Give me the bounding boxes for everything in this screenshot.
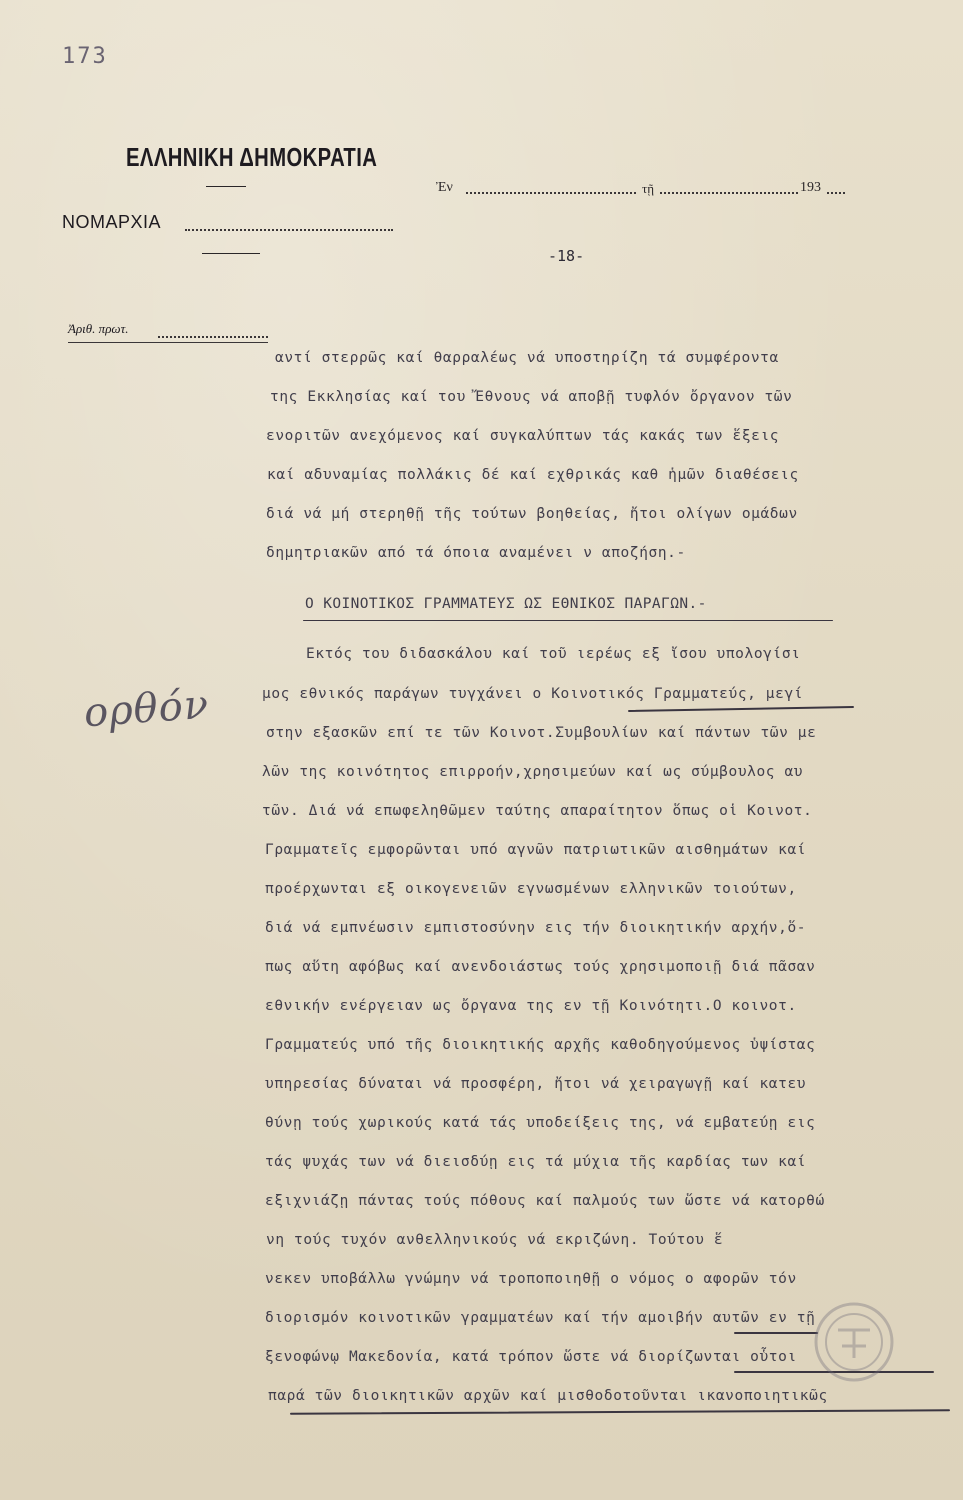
text-line: δημητριακῶν από τά όποια αναμένει ν αποζήση.- <box>266 545 686 561</box>
prefecture-label: ΝΟΜΑΡΧΙΑ <box>62 212 162 232</box>
text-line: πως αὕτη αφόβως καί ανενδοιάστως τούς χρησιμοποιῇ διά πᾶσαν <box>265 959 816 975</box>
prefecture-dotted-line <box>185 229 393 231</box>
text-line: Γραμματεῖς εμφορῶνται υπό αγνῶν πατριωτικῶν αισθημάτων καί <box>265 842 807 858</box>
year-dotted-line <box>827 192 845 194</box>
text-line: μος εθνικός παράγων τυγχάνει ο Κοινοτικός Γραμματεύς, μεγί <box>262 686 804 702</box>
text-line: παρά τῶν διοικητικῶν αρχῶν καί μισθοδοτοῦνται ικανοποιητικῶς <box>268 1388 828 1404</box>
protocol-dotted-line <box>158 336 268 338</box>
day-label: τῇ <box>642 181 655 196</box>
text-line: στην εξασκῶν επί τε τῶν Κοινοτ.Συμβουλίων καί πάντων τῶν με <box>266 725 817 741</box>
protocol-label: Ἀριθ. πρωτ. <box>68 321 129 336</box>
text-line: διά νά εμπνέωσιν εμπιστοσύνην εις τήν διοικητικήν αρχήν,ὅ- <box>265 920 807 936</box>
text-line: νη τούς τυχόν ανθελληνικούς νά εκριζώνη. Τούτου ἕ <box>266 1232 724 1248</box>
place-label: Ἐν <box>436 180 453 195</box>
section-heading: Ο ΚΟΙΝΟΤΙΚΟΣ ΓΡΑΜΜΑΤΕΥΣ ΩΣ ΕΘΝΙΚΟΣ ΠΑΡΑΓΩΝ.- <box>305 596 707 612</box>
folio-number: 173 <box>62 44 108 69</box>
protocol-underline <box>68 342 268 343</box>
text-line: καί αδυναμίας πολλάκις δέ καί εχθρικάς καθ ἡμῶν διαθέσεις <box>267 467 799 483</box>
text-line: διορισμόν κοινοτικῶν γραμματέων καί τήν αμοιβήν αυτῶν εν τῇ <box>265 1310 816 1326</box>
text-line: της Εκκλησίας καί του Ἔθνους νά αποβῇ τυφλόν ὄργανον τῶν <box>270 389 793 405</box>
text-line: ξενοφώνῳ Μακεδονία, κατά τρόπον ὥστε νά διορίζωνται οὗτοι <box>265 1349 797 1365</box>
day-dotted-line <box>660 192 798 194</box>
text-line: λῶν της κοινότητος επιρροήν,χρησιμεύων καί ως σύμβουλος αυ <box>262 764 804 780</box>
pen-underline <box>628 706 854 712</box>
text-line: αντί στερρῶς καί θαρραλέως νά υποστηρίζη τά συμφέροντα <box>275 350 779 366</box>
pen-underline <box>734 1332 818 1334</box>
letterhead-republic: ΕΛΛΗΝΙΚΗ ΔΗΜΟΚΡΑΤΙΑ <box>126 142 378 172</box>
margin-handwritten-note: ορθόν <box>82 681 211 737</box>
text-line: Γραμματεύς υπό τῆς διοικητικής αρχῆς καθοδηγούμενος ὑψίστας <box>265 1037 816 1053</box>
text-line: θύνῃ τούς χωρικούς κατά τάς υποδείξεις της, νά εμβατεύῃ εις <box>265 1115 816 1131</box>
text-line: εθνικήν ενέργειαν ως ὄργανα της εν τῇ Κοινότητι.Ο κοινοτ. <box>265 998 797 1014</box>
page-number: -18- <box>548 247 585 265</box>
text-line: εξιχνιάζῃ πάντας τούς πόθους καί παλμούς των ὥστε νά κατορθώ <box>265 1193 825 1209</box>
text-line: τῶν. Διά νά επωφεληθῶμεν ταύτης απαραίτητον ὅπως οἱ Κοινοτ. <box>262 803 813 819</box>
year-label: 193 <box>800 180 821 195</box>
text-line: διά νά μή στερηθῇ τῆς τούτων βοηθείας, ἤτοι ολίγων ομάδων <box>266 506 798 522</box>
archive-stamp-icon <box>812 1300 896 1384</box>
prefecture-rule <box>202 253 260 254</box>
text-line: τάς ψυχάς των νά διεισδύῃ εις τά μύχια τῆς καρδίας των καί <box>265 1154 807 1170</box>
text-line: νεκεν υποβάλλω γνώμην νά τροποποιηθῇ ο νόμος ο αφορῶν τόν <box>265 1271 797 1287</box>
place-dotted-line <box>466 192 636 194</box>
letterhead-rule <box>206 186 246 187</box>
text-line: υπηρεσίας δύναται νά προσφέρη, ἤτοι νά χειραγωγῇ καί κατευ <box>265 1076 807 1092</box>
text-line: Εκτός του διδασκάλου καί τοῦ ιερέως εξ ἴσου υπολογίσι <box>306 646 801 662</box>
pen-underline <box>290 1409 950 1414</box>
text-line: προέρχωνται εξ οικογενειῶν εγνωσμένων ελληνικῶν τοιούτων, <box>265 881 797 897</box>
heading-underline <box>303 620 833 621</box>
text-line: ενοριτῶν ανεχόμενος καί συγκαλύπτων τάς κακάς των ἕξεις <box>266 428 780 444</box>
